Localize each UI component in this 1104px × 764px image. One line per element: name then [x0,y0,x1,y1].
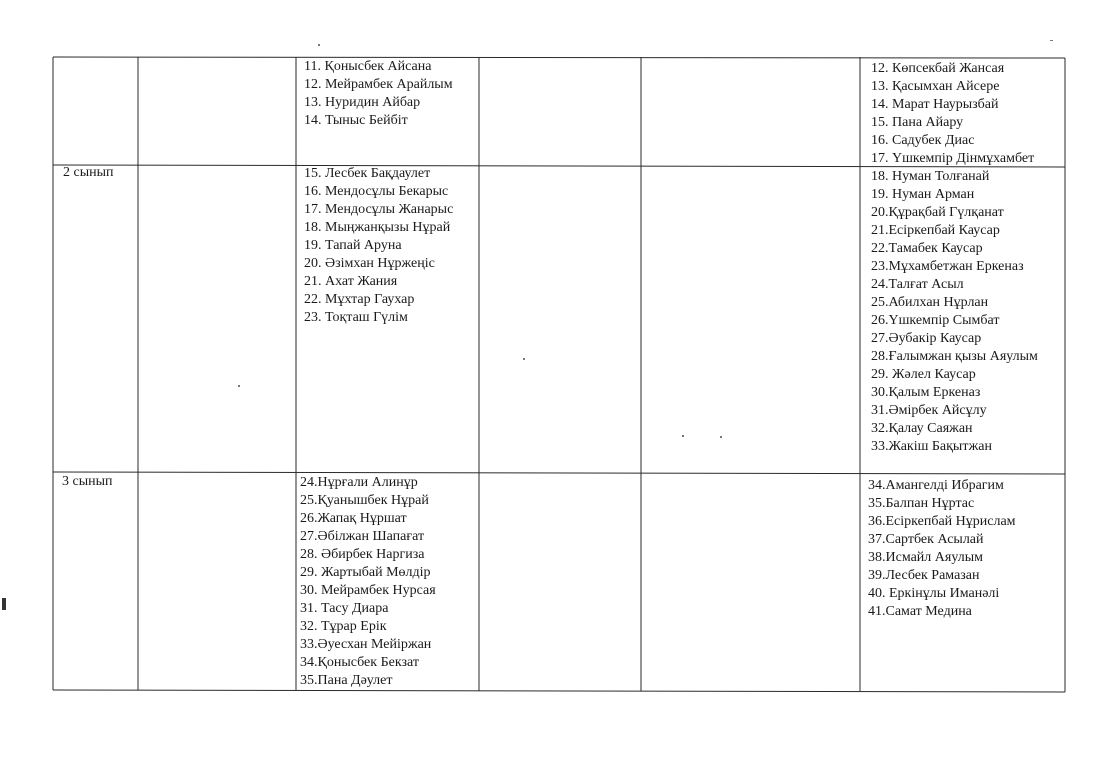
list-item: 13. Қасымхан Айсере [871,79,1000,94]
list-item: 27.Әубакір Каусар [871,331,982,346]
list-item: 39.Лесбек Рамазан [868,568,980,583]
list-item: 17. Мендосұлы Жанарыс [304,202,454,217]
list-item: 16. Садубек Диас [871,133,975,148]
row-1-list-a [304,58,453,130]
list-item: 23.Мұхамбетжан Еркеназ [871,259,1024,274]
scan-speck [318,44,320,46]
list-item: 28. Әбирбек Наргиза [300,547,425,562]
list-item: 25.Абилхан Нұрлан [871,295,989,310]
list-item: 15. Пана Айару [871,115,964,130]
row-3-list-a [300,474,436,690]
list-item: 15. Лесбек Бақдаулет [304,166,431,181]
list-item: 29. Жартыбай Мөлдір [300,565,431,580]
table-border-bottom [53,690,1065,692]
list-item: 30.Қалым Еркеназ [871,385,981,400]
list-item: 21. Ахат Жания [304,274,398,289]
row-line-2 [53,472,1065,474]
list-item: 40. Еркінұлы Иманәлі [868,586,1000,601]
list-item: 25.Қуанышбек Нұрай [300,493,429,508]
list-item: 31. Тасу Диара [300,601,389,616]
list-item: 24.Талғат Асыл [871,277,964,292]
list-item: 20.Құрақбай Гүлқанат [871,205,1004,220]
list-item: 23. Тоқташ Гүлім [304,310,408,325]
list-item: 16. Мендосұлы Бекарыс [304,184,449,199]
row-2-class-label: 2 сынып [63,165,114,180]
list-item: 18. Нуман Толғанай [871,169,990,184]
list-item: 19. Нуман Арман [871,187,975,202]
list-item: 35.Балпан Нұртас [868,496,975,511]
row-2-list-a [304,165,453,327]
list-item: 34.Қонысбек Бекзат [300,655,419,670]
list-item: 38.Исмайл Аяулым [868,550,983,565]
list-item: 36.Есіркепбай Нұрислам [868,514,1016,529]
row-3-list-b [868,477,1016,621]
list-item: 32. Тұрар Ерік [300,619,387,634]
list-item: 33.Жакіш Бақытжан [871,439,993,454]
scan-speck [682,435,684,437]
list-item: 22.Тамабек Каусар [871,241,983,256]
list-item: 12. Көпсекбай Жансая [871,61,1005,76]
list-item: 41.Самат Медина [868,604,972,619]
list-item: 19. Тапай Аруна [304,238,402,253]
list-item: 37.Сартбек Асылай [868,532,984,547]
list-item: 11. Қонысбек Айсана [304,59,432,74]
list-item: 24.Нұрғали Алинұр [300,475,418,490]
list-item: 26.Үшкемпір Сымбат [871,313,1000,328]
list-item: 29. Жәлел Каусар [871,367,976,382]
scan-speck [2,598,6,610]
list-item: 33.Әуесхан Мейіржан [300,637,432,652]
scan-speck [720,436,722,438]
list-item: 34.Амангелді Ибрагим [868,478,1004,493]
list-item: 12. Мейрамбек Арайлым [304,77,453,92]
row-1-list-b [871,60,1034,168]
list-item: 22. Мұхтар Гаухар [304,292,415,307]
row-3-class-label: 3 сынып [62,474,113,489]
list-item: 27.Әбілжан Шапағат [300,529,425,544]
list-item: 28.Ғалымжан қызы Аяулым [871,349,1038,364]
list-item: 26.Жапақ Нұршат [300,511,407,526]
table-border-top [53,57,1065,58]
list-item: 35.Пана Дәулет [300,673,393,688]
scan-speck [238,385,240,387]
list-item: 32.Қалау Саяжан [871,421,973,436]
list-item: 13. Нуридин Айбар [304,95,421,110]
list-item: 17. Үшкемпір Дінмұхамбет [871,151,1035,166]
row-2-list-b [871,168,1038,456]
list-item: 21.Есіркепбай Каусар [871,223,1000,238]
list-item: 31.Әмірбек Айсұлу [871,403,987,418]
list-item: 20. Әзімхан Нұржеңіс [304,256,435,271]
scan-speck [1050,40,1053,41]
list-item: 14. Марат Наурызбай [871,97,999,112]
scan-speck [523,358,525,360]
list-item: 30. Мейрамбек Нурсая [300,583,436,598]
list-item: 18. Мыңжанқызы Нұрай [304,220,451,235]
list-item: 14. Тыныс Бейбіт [304,113,408,128]
